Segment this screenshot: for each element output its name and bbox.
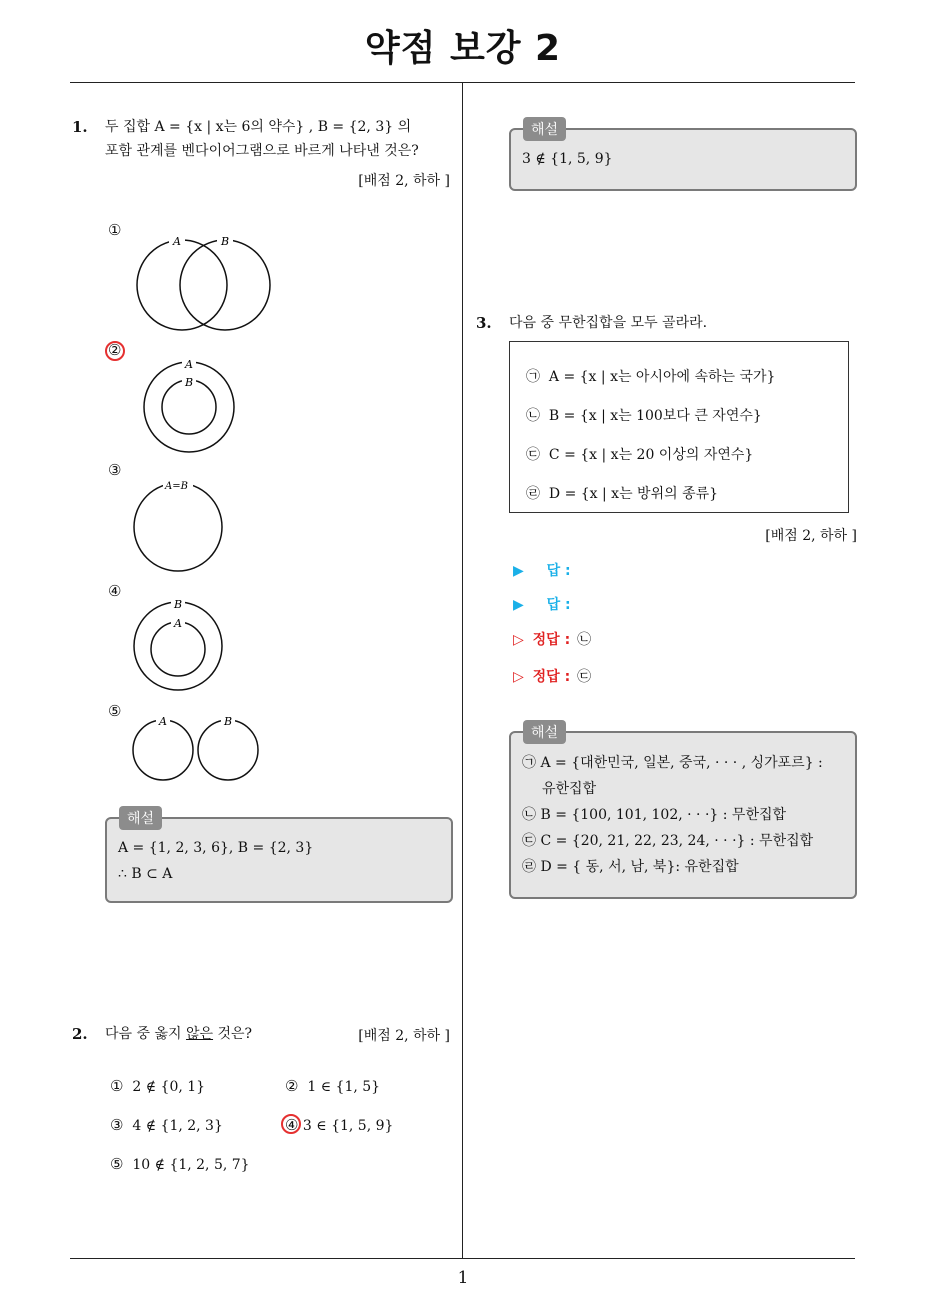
q3-explanation-line5: ㉣ D = { 동, 서, 남, 북}: 유한집합	[522, 859, 739, 875]
q3-number: 3.	[476, 314, 492, 332]
venn-circle-inner-a	[151, 622, 205, 676]
q3-item-2-mark: ㉡	[526, 408, 540, 424]
q1-explanation-line1: A = {1, 2, 3, 6}, B = {2, 3}	[118, 840, 314, 856]
q3-item-3-mark: ㉢	[526, 447, 540, 463]
q1-option5-mark[interactable]: ⑤	[108, 702, 122, 720]
q2-option4[interactable]	[285, 1116, 393, 1134]
q3-answer-2	[513, 594, 571, 614]
q3-answer-3	[513, 629, 591, 649]
q3-explanation-line4: ㉢ C = {20, 21, 22, 23, 24, · · ·} : 무한집합	[522, 833, 814, 849]
q2-text-underlined: 않은	[185, 1026, 214, 1042]
q2-text-after: 것은?	[213, 1026, 253, 1042]
q2-text-before: 다음 중 옳지	[105, 1026, 186, 1042]
q2-option5-text: 10 ∉ {1, 2, 5, 7}	[132, 1157, 250, 1173]
venn-label-a: A	[174, 617, 182, 630]
outline-triangle-icon: ▷	[513, 632, 524, 648]
q3-item-4	[526, 475, 848, 514]
q3-explanation-tag: 해설	[523, 720, 566, 744]
q3-text: 다음 중 무한집합을 모두 골라라.	[509, 315, 708, 331]
q2-text	[105, 1022, 252, 1046]
play-triangle-icon: ▶	[513, 563, 524, 579]
page-number: 1	[457, 1268, 469, 1288]
q1-text-line1: 두 집합 A = {x | x는 6의 약수} , B = {2, 3} 의	[105, 119, 412, 135]
q3-explanation-line1: ㉠ A = {대한민국, 일본, 중국, · · · , 싱가포르} :	[522, 755, 823, 771]
q1-option3-mark[interactable]: ③	[108, 461, 122, 479]
q2-explanation-line1: 3 ∉ {1, 5, 9}	[522, 151, 613, 167]
q3-explanation-line3: ㉡ B = {100, 101, 102, · · ·} : 무한집합	[522, 807, 787, 823]
q2-option5[interactable]	[110, 1155, 250, 1173]
q3-item-1-text: A = {x | x는 아시아에 속하는 국가}	[548, 369, 776, 385]
q1-text	[105, 115, 455, 163]
outline-triangle-icon: ▷	[513, 669, 524, 685]
q2-number: 2.	[72, 1025, 88, 1043]
q3-answer-1-label: 답 :	[546, 563, 571, 579]
q2-option3[interactable]	[110, 1116, 223, 1134]
q3-meta: [배점 2, 하하 ]	[765, 528, 857, 544]
q3-answer-2-label: 답 :	[546, 597, 571, 613]
q3-item-1-mark: ㉠	[526, 369, 540, 385]
venn-circle-b	[180, 240, 270, 330]
venn-circle-a	[137, 240, 227, 330]
venn-label-a: A	[159, 715, 167, 728]
page-title: 약점 보강 2	[364, 28, 562, 69]
q3-explanation-line2: 유한집합	[542, 781, 597, 797]
q2-option3-mark: ③	[110, 1116, 124, 1134]
q3-answer-1	[513, 560, 571, 580]
q1-option4-venn[interactable]	[125, 594, 235, 694]
q3-answer-4	[513, 666, 591, 686]
venn-label-b: B	[185, 376, 194, 389]
q1-meta: [배점 2, 하하 ]	[358, 173, 450, 189]
q2-option5-mark: ⑤	[110, 1155, 124, 1173]
q3-answer-3-label: 정답 :	[532, 632, 571, 648]
q2-option2-mark: ②	[285, 1077, 299, 1095]
venn-label-a: A	[185, 358, 193, 371]
q2-meta: [배점 2, 하하 ]	[358, 1028, 450, 1044]
q3-explanation-body	[522, 750, 852, 880]
q2-option1-mark: ①	[110, 1077, 124, 1095]
q1-explanation-line2: ∴ B ⊂ A	[118, 866, 173, 882]
q3-item-1	[526, 358, 848, 397]
q2-explanation-tag: 해설	[523, 117, 566, 141]
q3-item-3-text: C = {x | x는 20 이상의 자연수}	[548, 447, 754, 463]
q2-option1[interactable]	[110, 1077, 205, 1095]
venn-label-a: A	[173, 235, 181, 248]
q1-explanation-tag: 해설	[119, 806, 162, 830]
q3-item-3	[526, 436, 848, 475]
q1-option4-mark[interactable]: ④	[108, 582, 122, 600]
q3-answer-4-value: ㉢	[577, 669, 592, 685]
q2-option2[interactable]	[285, 1077, 380, 1095]
q2-option1-text: 2 ∉ {0, 1}	[132, 1079, 206, 1095]
q3-answer-3-value: ㉡	[577, 632, 592, 648]
q3-items-box	[509, 341, 849, 513]
q1-option5-venn[interactable]	[125, 712, 270, 787]
venn-label-b: B	[224, 715, 233, 728]
q3-item-4-text: D = {x | x는 방위의 종류}	[548, 486, 719, 502]
q1-number: 1.	[72, 118, 88, 136]
q3-answer-4-label: 정답 :	[532, 669, 571, 685]
q1-option2-mark[interactable]: ②	[108, 341, 122, 359]
footer-rule	[70, 1258, 855, 1259]
q1-explanation-body	[118, 835, 313, 887]
venn-label-a-equals-b: A=B	[165, 481, 188, 492]
venn-circle-b	[198, 720, 258, 780]
venn-label-b: B	[174, 598, 183, 611]
play-triangle-icon: ▶	[513, 597, 524, 613]
venn-circle-a	[133, 720, 193, 780]
q3-item-2	[526, 397, 848, 436]
q1-text-line2: 포함 관계를 벤다이어그램으로 바르게 나타낸 것은?	[105, 143, 419, 159]
q3-item-2-text: B = {x | x는 100보다 큰 자연수}	[548, 408, 762, 424]
q1-option3-venn[interactable]	[125, 475, 235, 575]
column-divider	[462, 83, 463, 1258]
q1-option1-venn[interactable]	[125, 228, 285, 338]
q2-option2-text: 1 ∈ {1, 5}	[307, 1079, 381, 1095]
q2-option4-text: 3 ∈ {1, 5, 9}	[302, 1118, 394, 1134]
q1-option2-venn[interactable]	[135, 355, 245, 455]
q2-option4-mark: ④	[285, 1116, 299, 1134]
venn-circle-a-equals-b	[134, 483, 222, 571]
venn-circle-outer-b	[134, 602, 222, 690]
q3-item-4-mark: ㉣	[526, 486, 540, 502]
q2-option3-text: 4 ∉ {1, 2, 3}	[132, 1118, 223, 1134]
q1-option1-mark[interactable]: ①	[108, 221, 122, 239]
venn-label-b: B	[221, 235, 230, 248]
